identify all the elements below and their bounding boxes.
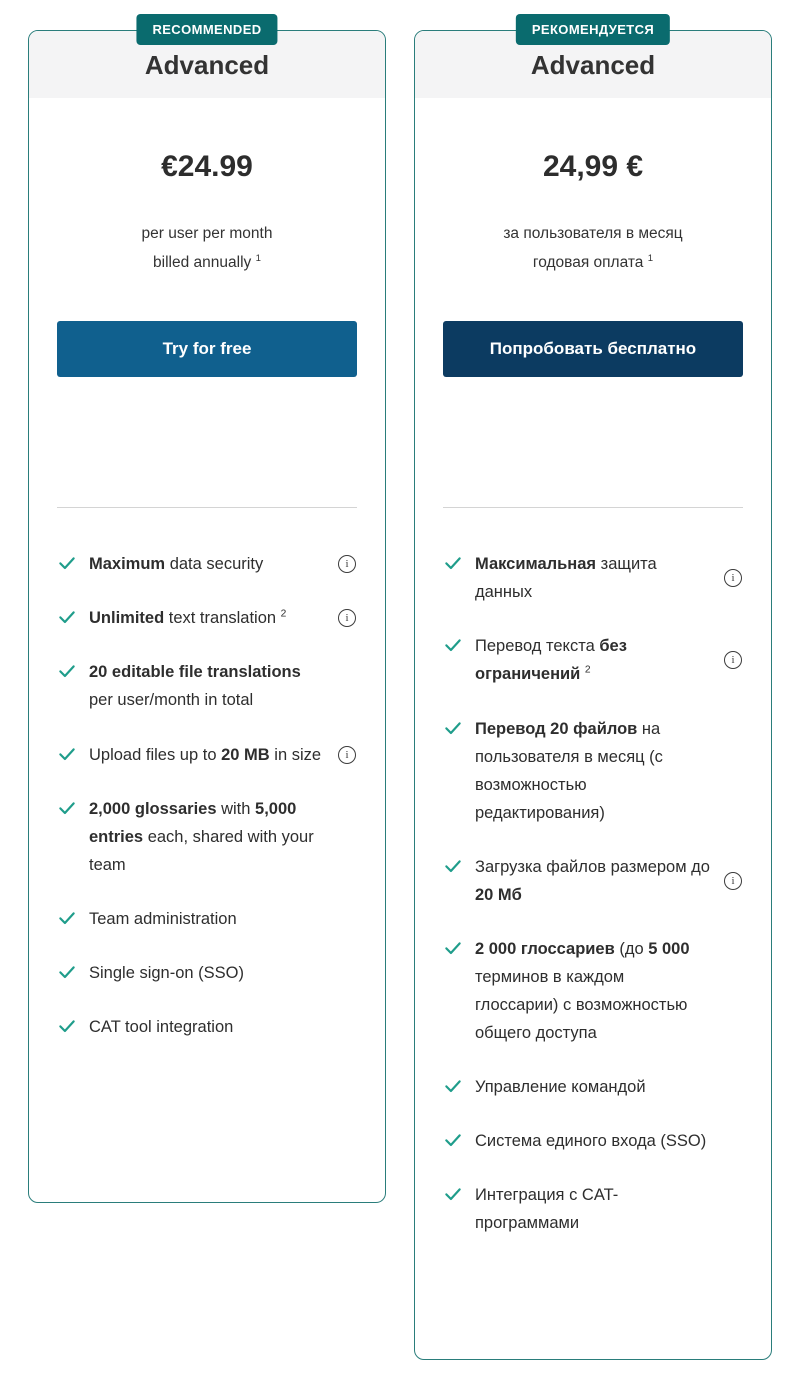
card-body: [415, 150, 771, 1277]
feature-list: [57, 550, 357, 1041]
check-icon: [443, 938, 463, 958]
check-icon: [443, 635, 463, 655]
info-icon[interactable]: i: [338, 555, 356, 573]
info-icon[interactable]: i: [338, 609, 356, 627]
recommended-badge: РЕКОМЕНДУЕТСЯ: [516, 14, 670, 45]
plan-price: 24,99 €: [542, 150, 644, 183]
feature-item: [57, 604, 357, 632]
recommended-badge: RECOMMENDED: [136, 14, 277, 45]
feature-item: [57, 959, 357, 987]
feature-item: [443, 935, 743, 1047]
info-icon-slot: [723, 651, 743, 669]
info-icon[interactable]: i: [724, 651, 742, 669]
feature-item: [57, 550, 357, 578]
info-icon-slot: [337, 555, 357, 573]
feature-item: [57, 905, 357, 933]
feature-item: [443, 1181, 743, 1237]
pricing-card-english: [28, 22, 386, 1203]
info-icon[interactable]: i: [338, 746, 356, 764]
billing-line: за пользователя в месяц: [503, 225, 683, 242]
check-icon: [57, 607, 77, 627]
feature-text: 2,000 glossaries with 5,000 entries each, shared with your team: [89, 799, 314, 874]
feature-text: CAT tool integration: [89, 1017, 234, 1036]
feature-item: [443, 1073, 743, 1101]
billing-info: [57, 220, 357, 277]
check-icon: [443, 856, 463, 876]
check-icon: [57, 661, 77, 681]
feature-text: Максимальная защита данных: [475, 555, 657, 602]
check-icon: [57, 1016, 77, 1036]
try-for-free-button[interactable]: Try for free: [57, 321, 357, 377]
feature-text: Управление командой: [475, 1078, 646, 1096]
check-icon: [57, 798, 77, 818]
feature-item: [443, 1127, 743, 1155]
card-body: [29, 150, 385, 1081]
feature-text: Система единого входа (SSO): [475, 1132, 707, 1151]
feature-list: [443, 550, 743, 1237]
feature-text: Перевод текста без ограничений $^2$: [475, 637, 627, 684]
feature-item: [443, 632, 743, 688]
plan-title: Advanced: [530, 50, 656, 80]
info-icon-slot: [337, 609, 357, 627]
feature-item: [57, 795, 357, 879]
check-icon: [443, 1076, 463, 1096]
feature-item: [57, 658, 357, 714]
info-icon-slot: [723, 872, 743, 890]
feature-text: Загрузка файлов размером до 20 Мб: [475, 857, 710, 904]
plan-title: Advanced: [144, 50, 270, 80]
feature-item: [57, 741, 357, 769]
billing-line: billed annually $^1$: [153, 252, 261, 271]
feature-item: [443, 853, 743, 909]
feature-text: Upload files up to 20 MB in size: [89, 745, 322, 764]
check-icon: [57, 908, 77, 928]
feature-text: Интеграция с CAT-программами: [475, 1186, 619, 1233]
feature-text: 2 000 глоссариев (до 5 000 терминов в каждом глоссарии) с возможностью общего доступа: [475, 939, 690, 1042]
billing-line: per user per month: [141, 225, 273, 242]
check-icon: [443, 553, 463, 573]
feature-text: Maximum data security: [89, 555, 264, 574]
check-icon: [443, 1130, 463, 1150]
info-icon-slot: [337, 746, 357, 764]
check-icon: [57, 553, 77, 573]
feature-text: Unlimited text translation $^2$: [89, 608, 287, 628]
feature-text: Перевод 20 файлов на пользователя в месяц (с возможностью редактирования): [475, 719, 663, 822]
feature-item: [443, 550, 743, 606]
check-icon: [443, 718, 463, 738]
plan-price: €24.99: [161, 150, 253, 183]
feature-item: [443, 715, 743, 827]
info-icon-slot: [723, 569, 743, 587]
feature-text: Team administration: [89, 909, 237, 928]
billing-info: [443, 220, 743, 277]
feature-text: Single sign-on (SSO): [89, 963, 244, 982]
pricing-card-russian: [414, 22, 772, 1360]
try-for-free-button[interactable]: Попробовать бесплатно: [443, 321, 743, 377]
divider: [57, 507, 357, 508]
check-icon: [443, 1184, 463, 1204]
check-icon: [57, 744, 77, 764]
check-icon: [57, 962, 77, 982]
info-icon[interactable]: i: [724, 569, 742, 587]
feature-item: [57, 1013, 357, 1041]
feature-text: 20 editable file translations per user/month in total: [89, 663, 301, 710]
info-icon[interactable]: i: [724, 872, 742, 890]
billing-line: годовая оплата $^1$: [532, 252, 654, 271]
divider: [443, 507, 743, 508]
